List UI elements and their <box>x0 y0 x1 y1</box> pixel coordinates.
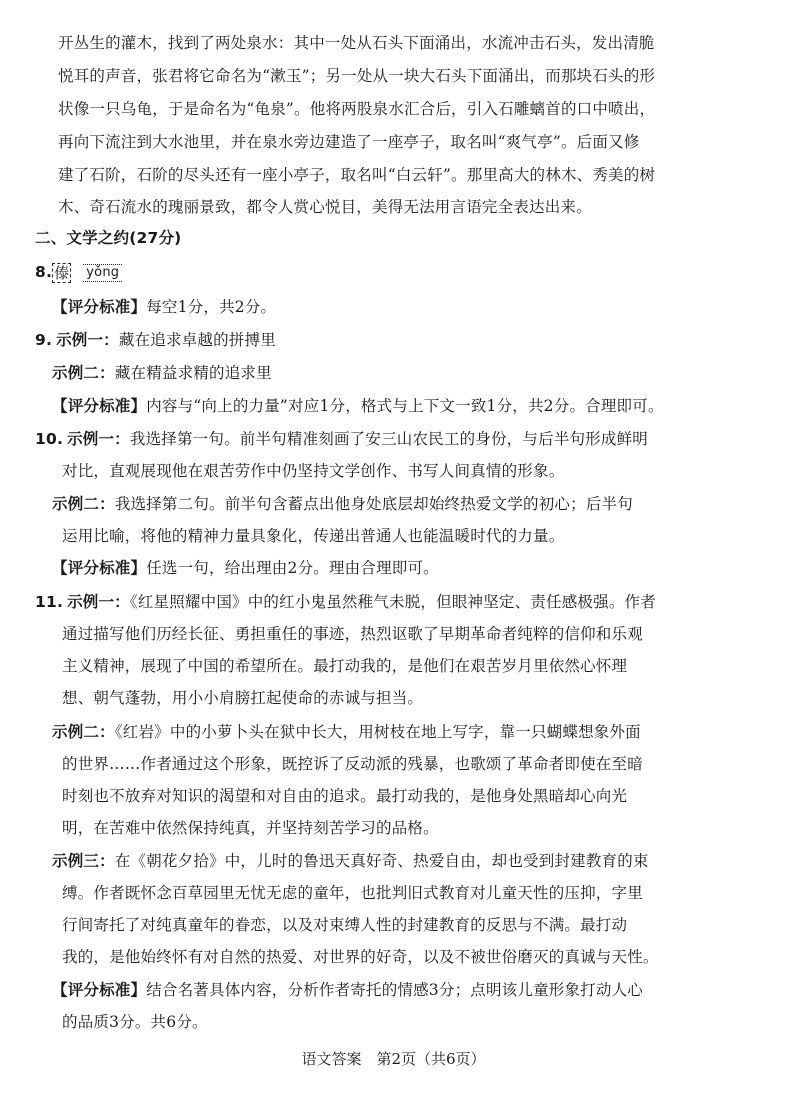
question-11-example-3 <box>52 851 649 871</box>
example-text: 藏在精益求精的追求里 <box>114 364 272 382</box>
example-text: 通过描写他们历经长征、勇担重任的事迹，热烈讴歌了早期革命者纯粹的信仰和乐观 <box>62 625 643 643</box>
question-number: 9. <box>35 331 53 349</box>
answer-char-box: 傣 <box>54 264 70 282</box>
example-label: 示例一： <box>67 430 130 448</box>
passage-line: 再向下流注到大水池里，并在泉水旁边建造了一座亭子，取名叫“爽气亭”。后面又修 <box>58 133 640 151</box>
score-label: 【评分标准】 <box>52 981 147 999</box>
passage-line: 状像一只乌龟，于是命名为“龟泉”。他将两股泉水汇合后，引入石雕螭首的口中喷出， <box>58 100 656 118</box>
example-text: 对比，直观展现他在艰苦劳作中仍坚持文学创作、书写人间真情的形象。 <box>62 462 565 480</box>
passage-line: 建了石阶，石阶的尽头还有一座小亭子，取名叫“白云轩”。那里高大的林木、秀美的树 <box>58 166 656 184</box>
score-standard <box>52 396 664 416</box>
example-label: 示例一： <box>56 331 119 349</box>
passage-line: 木、奇石流水的瑰丽景致，都令人赏心悦目，美得无法用言语完全表达出来。 <box>58 198 592 216</box>
score-text: 结合名著具体内容，分析作者寄托的情感3分；点明该儿童形象打动人心 <box>146 981 643 999</box>
score-text: 内容与“向上的力量”对应1分，格式与上下文一致1分，共2分。合理即可。 <box>146 397 664 415</box>
example-label: 示例二： <box>52 495 115 513</box>
example-label: 示例二： <box>52 364 115 382</box>
question-11-example-2 <box>52 722 641 742</box>
example-text: 在《朝花夕拾》中，儿时的鲁迅天真好奇、热爱自由，却也受到封建教育的束 <box>114 852 649 870</box>
question-number: 11. <box>35 593 64 611</box>
example-text: 的世界……作者通过这个形象，既控诉了反动派的残暴，也歌颂了革命者即使在至暗 <box>62 755 643 773</box>
example-label: 示例二： <box>52 723 115 741</box>
score-text: 任选一句，给出理由2分。理由合理即可。 <box>146 559 439 577</box>
example-text: 《红星照耀中国》中的红小鬼虽然稚气未脱，但眼神坚定、责任感极强。作者 <box>129 593 656 611</box>
score-standard <box>52 980 643 1000</box>
example-text: 我选择第二句。前半句含蓄点出他身处底层却始终热爱文学的初心；后半句 <box>114 495 633 513</box>
score-label: 【评分标准】 <box>52 559 147 577</box>
section-heading: 二、文学之约(27分) <box>35 229 182 247</box>
example-label: 示例一： <box>67 593 130 611</box>
passage-line: 开丛生的灌木，找到了两处泉水：其中一处从石头下面涌出，水流冲击石头，发出清脆 <box>58 34 655 52</box>
score-standard <box>52 297 276 317</box>
question-10-example-2 <box>52 494 633 514</box>
question-number: 10. <box>35 430 64 448</box>
question-9 <box>35 330 276 350</box>
example-text: 《红岩》中的小萝卜头在狱中长大，用树枝在地上写字，靠一只蝴蝶想象外面 <box>114 723 641 741</box>
example-text: 我选择第一句。前半句精准刻画了安三山农民工的身份，与后半句形成鲜明 <box>129 430 648 448</box>
example-text: 运用比喻，将他的精神力量具象化，传递出普通人也能温暖时代的力量。 <box>62 527 565 545</box>
score-label: 【评分标准】 <box>52 397 147 415</box>
example-label: 示例三： <box>52 852 115 870</box>
question-number: 8. <box>35 263 53 281</box>
answer-pinyin-box: yǒng <box>83 264 122 282</box>
question-9-example-2 <box>52 363 272 383</box>
score-label: 【评分标准】 <box>52 298 147 316</box>
question-11 <box>35 592 656 612</box>
example-text: 我的，是他始终怀有对自然的热爱、对世界的好奇，以及不被世俗磨灭的真诚与天性。 <box>62 948 659 966</box>
score-text: 的品质3分。共6分。 <box>62 1013 208 1031</box>
example-text: 主义精神，展现了中国的希望所在。最打动我的，是他们在艰苦岁月里依然心怀理 <box>62 657 628 675</box>
example-text: 缚。作者既怀念百草园里无忧无虑的童年，也批判旧式教育对儿童天性的压抑，字里 <box>62 884 643 902</box>
question-10 <box>35 429 648 449</box>
example-text: 想、朝气蓬勃，用小小肩膀扛起使命的赤诚与担当。 <box>62 689 424 707</box>
example-text: 藏在追求卓越的拼搏里 <box>118 331 276 349</box>
score-standard <box>52 558 439 578</box>
score-text: 每空1分，共2分。 <box>146 298 277 316</box>
passage-line: 悦耳的声音，张君将它命名为“漱玉”；另一处从一块大石头下面涌出，而那块石头的形 <box>58 67 656 85</box>
example-text: 时刻也不放弃对知识的渴望和对自由的追求。最打动我的，是他身处黑暗却心向光 <box>62 787 628 805</box>
example-text: 明，在苦难中依然保持纯真，并坚持刻苦学习的品格。 <box>62 819 439 837</box>
question-8 <box>35 262 122 283</box>
page-footer: 语文答案 第2页（共6页） <box>301 1050 486 1068</box>
example-text: 行间寄托了对纯真童年的眷恋，以及对束缚人性的封建教育的反思与不满。最打动 <box>62 916 628 934</box>
